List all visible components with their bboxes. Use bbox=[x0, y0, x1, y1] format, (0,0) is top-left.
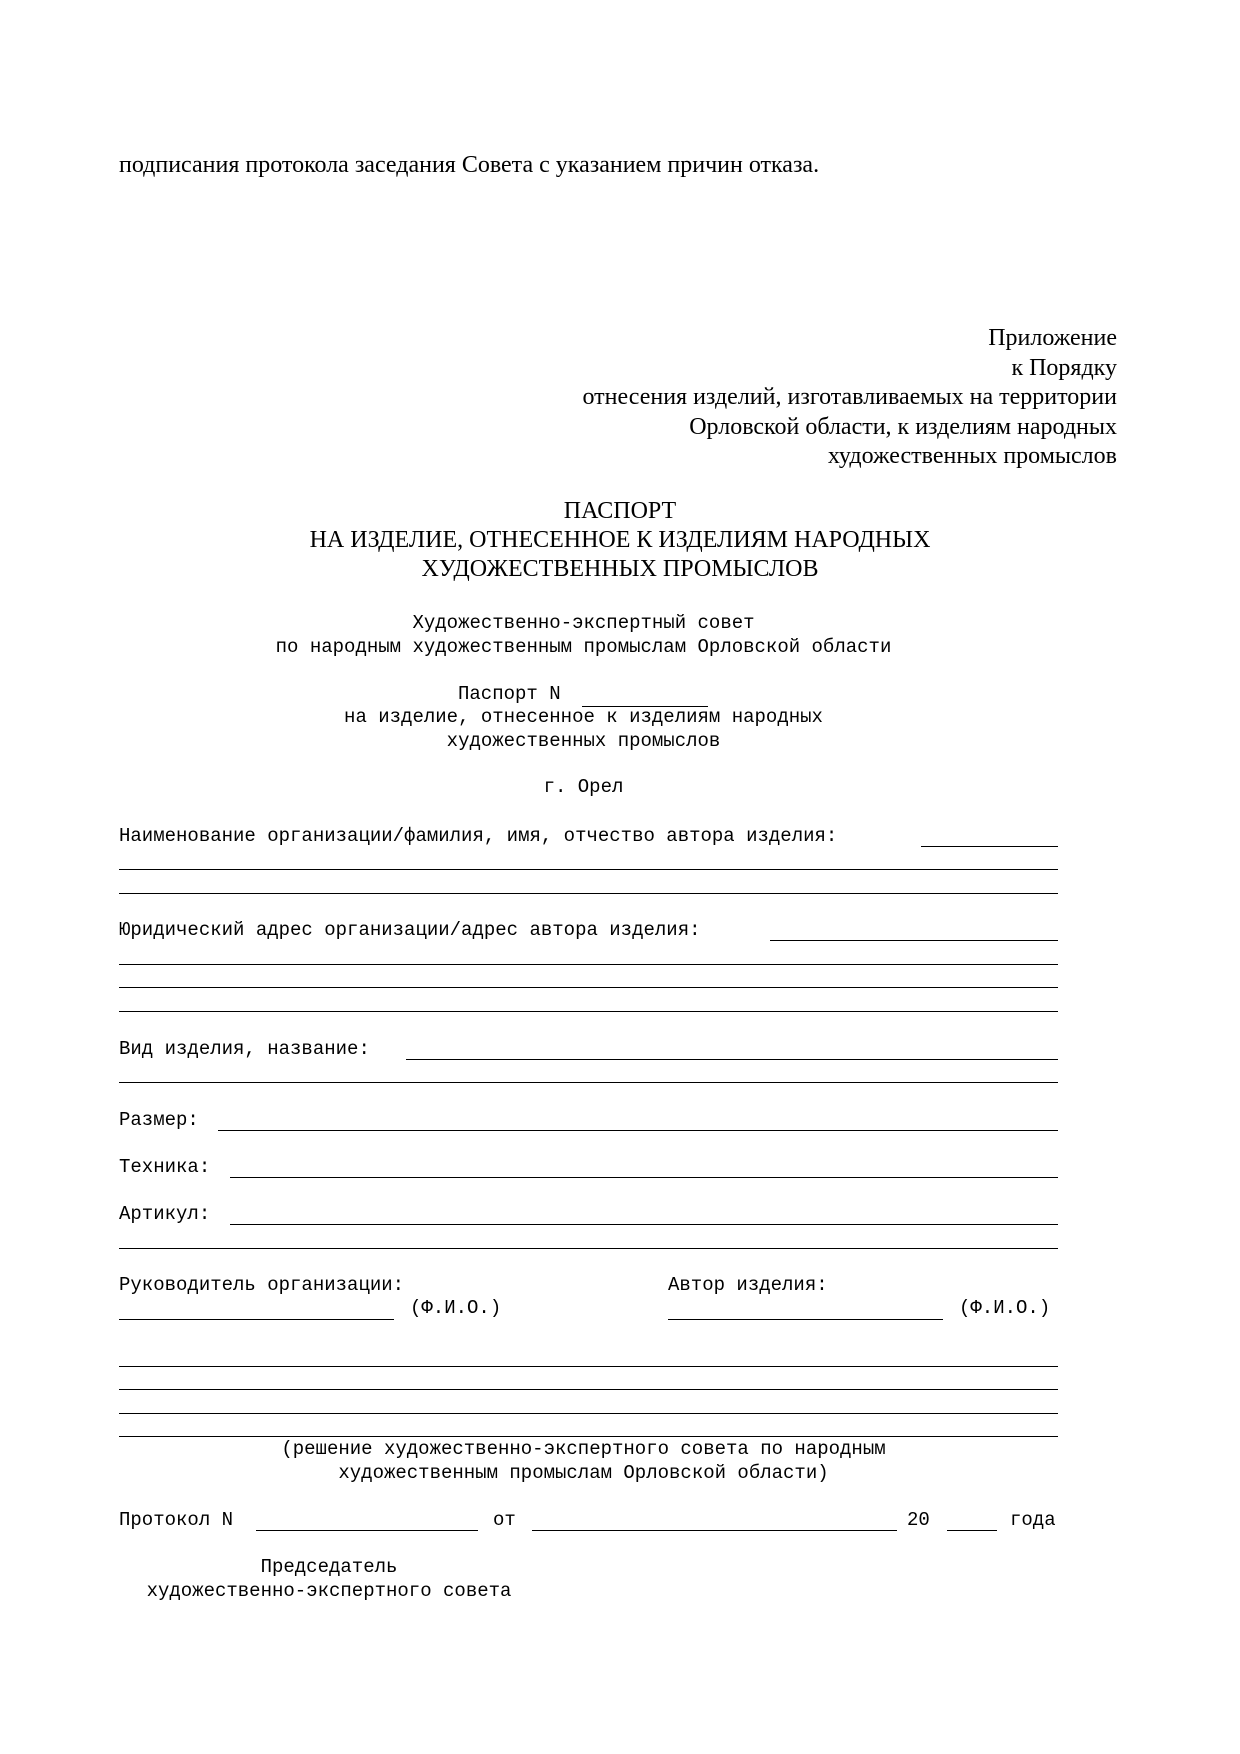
legal-address-label: Юридический адрес организации/адрес автора изделия: bbox=[119, 919, 701, 941]
head-signature-field[interactable] bbox=[119, 1319, 394, 1320]
org-name-line[interactable] bbox=[119, 869, 1058, 870]
continuation-text: подписания протокола заседания Совета с указанием причин отказа. bbox=[119, 152, 820, 178]
legal-address-line[interactable] bbox=[119, 1011, 1058, 1012]
product-type-label: Вид изделия, название: bbox=[119, 1038, 370, 1060]
appendix-line: художественных промыслов bbox=[827, 443, 1117, 469]
title-line: ХУДОЖЕСТВЕННЫХ ПРОМЫСЛОВ bbox=[421, 556, 819, 582]
product-type-line[interactable] bbox=[119, 1082, 1058, 1083]
decision-line[interactable] bbox=[119, 1389, 1058, 1390]
org-name-label: Наименование организации/фамилия, имя, отчество автора изделия: bbox=[119, 825, 838, 847]
org-name-line[interactable] bbox=[119, 893, 1058, 894]
decision-line[interactable] bbox=[119, 1413, 1058, 1414]
chairman-block bbox=[119, 1556, 539, 1603]
head-fio: (Ф.И.О.) bbox=[410, 1297, 502, 1319]
head-label: Руководитель организации: bbox=[119, 1274, 405, 1296]
decision-caption-line: художественным промыслам Орловской области) bbox=[338, 1461, 829, 1484]
product-heading bbox=[60, 706, 1107, 753]
document-title bbox=[0, 497, 1240, 584]
decision-line[interactable] bbox=[119, 1366, 1058, 1367]
council-line: Художественно-экспертный совет bbox=[412, 612, 755, 634]
protocol-year-field[interactable] bbox=[947, 1530, 997, 1531]
technique-label: Техника: bbox=[119, 1156, 211, 1178]
title-line: НА ИЗДЕЛИЕ, ОТНЕСЕННОЕ К ИЗДЕЛИЯМ НАРОДНЫХ bbox=[309, 527, 931, 553]
decision-caption-line: (решение художественно-экспертного совета по народным bbox=[281, 1438, 886, 1460]
product-line: на изделие, отнесенное к изделиям народных bbox=[344, 706, 823, 728]
appendix-block bbox=[582, 324, 1117, 472]
decision-line[interactable] bbox=[119, 1436, 1058, 1437]
passport-number-label: Паспорт N bbox=[458, 683, 561, 705]
protocol-date-field[interactable] bbox=[532, 1530, 897, 1531]
decision-caption bbox=[60, 1438, 1107, 1485]
author-label: Автор изделия: bbox=[668, 1274, 828, 1296]
appendix-line: отнесения изделий, изготавливаемых на территории bbox=[582, 384, 1117, 410]
product-type-field[interactable] bbox=[406, 1059, 1058, 1060]
protocol-from-label: от bbox=[493, 1509, 516, 1531]
product-line: художественных промыслов bbox=[446, 729, 721, 752]
size-label: Размер: bbox=[119, 1109, 199, 1131]
technique-field[interactable] bbox=[230, 1177, 1058, 1178]
org-name-field[interactable] bbox=[921, 846, 1058, 847]
title-line: ПАСПОРТ bbox=[563, 498, 677, 524]
council-line: по народным художественным промыслам Орловской области bbox=[275, 635, 892, 658]
article-field[interactable] bbox=[230, 1224, 1058, 1225]
author-signature-field[interactable] bbox=[668, 1319, 943, 1320]
appendix-line: Приложение bbox=[988, 325, 1117, 351]
protocol-year-prefix: 20 bbox=[907, 1509, 930, 1531]
size-field[interactable] bbox=[218, 1130, 1058, 1131]
council-heading bbox=[60, 612, 1107, 659]
article-line[interactable] bbox=[119, 1248, 1058, 1249]
appendix-line: Орловской области, к изделиям народных bbox=[689, 413, 1117, 440]
appendix-line: к Порядку bbox=[1011, 354, 1117, 381]
legal-address-field[interactable] bbox=[770, 940, 1058, 941]
protocol-label: Протокол N bbox=[119, 1509, 234, 1531]
chairman-line: художественно-экспертного совета bbox=[146, 1579, 512, 1602]
chairman-line: Председатель bbox=[260, 1556, 398, 1578]
article-label: Артикул: bbox=[119, 1203, 211, 1225]
author-fio: (Ф.И.О.) bbox=[959, 1297, 1051, 1319]
protocol-year-suffix: года bbox=[1010, 1509, 1056, 1531]
protocol-number-field[interactable] bbox=[256, 1530, 478, 1531]
city: г. Орел bbox=[543, 776, 624, 798]
legal-address-line[interactable] bbox=[119, 964, 1058, 965]
legal-address-line[interactable] bbox=[119, 987, 1058, 988]
